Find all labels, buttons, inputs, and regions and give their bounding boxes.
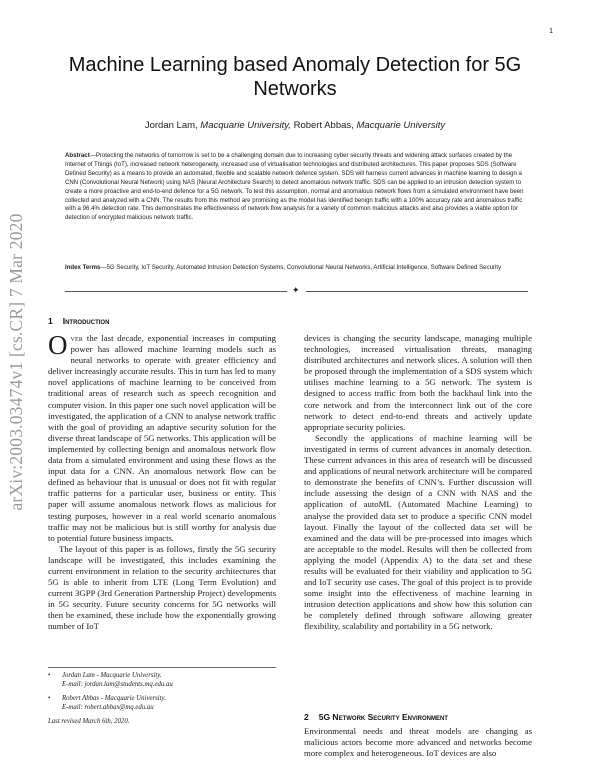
abstract (65, 152, 528, 223)
author-1-name: Jordan Lam, (144, 120, 198, 131)
abstract-text: —Protecting the networks of tomorrow is set to be a challenging domain due to increasing cyber security threats and widening attack surfaces created by the Internet of Things (IoT), increased network heterogeneity, increased use of virtualisation technologies and distributed architectures. This paper proposes SDS (Software Defined Security) as a means to provide an automated, flexible and scalable network defence system. SDS will harness current advances in machine learning to design a CNN (Convolutional Neural Network) using NAS (Neural Architecture Search) to detect anomalous network traffic. SDS can be applied to an intrusion detection system to create a more proactive and end-to-end defence for a 5G network. To test this assumption, normal and anomalous network flows from a simulated environment have been collected and analyzed with a CNN. The results from this method are promising as the model has identified benign traffic with a 100% accuracy rate and anomalous traffic with a 96.4% detection rate. This demonstrates the effectiveness of network flow analysis for a variety of common malicious attacks and also provides a viable option for detection of encrypted malicious network traffic. (65, 152, 524, 222)
footnote-2 (48, 695, 276, 712)
footnote-rule (48, 667, 276, 668)
section-2-paragraph: Environmental needs and threat models are changing as malicious actors become more advanced and networks become more complex and heterogeneous. IoT devices are also (304, 726, 532, 759)
footnote-1 (48, 672, 276, 689)
intro-paragraph-3: devices is changing the security landscape, managing multiple technologies, increased virtualisation threats, managing distributed architectures and network slices. A solution will then be proposed through the implementation of a SDS system which utilises machine learning to a 5G network. The system is designed to access traffic from both the backhaul link into the core network and from the interconnect link out of the core network to detect end-to-end threats and actively update appropriate security policies. (304, 333, 532, 432)
footnote-1-bullet: • (48, 672, 51, 679)
intro-paragraph-1 (48, 330, 276, 544)
section-1-number: 1 (48, 316, 53, 326)
paper-title: Machine Learning based Anomaly Detection for 5G Networks (68, 54, 522, 100)
section-1-heading (48, 316, 109, 326)
author-2-affiliation: Macquarie University (356, 120, 446, 131)
footnote-1-line-1: Jordan Lam - Macquarie University. (62, 672, 162, 679)
footnote-2-bullet: • (48, 695, 51, 703)
author-1-affiliation: Macquarie University, (200, 120, 291, 131)
last-revised: Last revised March 6th, 2020. (48, 718, 130, 726)
page-number: 1 (549, 28, 553, 35)
section-1-title: Introduction (62, 316, 110, 326)
abstract-label: Abstract (65, 152, 90, 159)
divider-right (306, 291, 528, 292)
section-2-title: 5G Network Security Environment (318, 712, 448, 722)
right-column (304, 333, 532, 633)
divider-diamond-icon: ✦ (292, 286, 300, 296)
footnotes (48, 672, 276, 727)
footnote-2-line-1: Robert Abbas - Macquarie University. (62, 695, 166, 703)
index-terms-label: Index Terms (65, 264, 101, 271)
index-terms-text: —5G Security, IoT Security, Automated Intrusion Detection Systems, Convolutional Neural Networks, Artificial Intelligence, Software Defined Security (100, 264, 502, 271)
section-2-number: 2 (304, 712, 309, 722)
intro-paragraph-2: The layout of this paper is as follows, firstly the 5G security landscape will be investigated, this includes examining the current environment in relation to the security architectures that 5G is able to inherit from LTE (Long Term Evolution) and current 3GPP (3rd Generation Partnership Project) developments in 5G security. Future security concerns for 5G networks will then be examined, these include how the exponentially growing number of IoT (48, 543, 276, 632)
drop-cap: O (48, 330, 68, 360)
arxiv-stamp: arXiv:2003.03474v1 [cs.CR] 7 Mar 2020 (6, 213, 26, 511)
footnote-1-email: E-mail: jordan.lam@students.mq.edu.au (62, 680, 173, 688)
section-2-heading (304, 712, 448, 722)
index-terms (65, 264, 528, 273)
intro-paragraph-1-text: the last decade, exponential increases in computing power has allowed machine learning models such as neural networks to operate with greater efficiency and deliver increasingly accurate results. This in turn has led to many novel applications of machine learning to be conceived from traditional areas of research such as speech recognition and computer vision. In this paper one such novel application will be investigated, the application of a CNN to analyse network traffic with the goal of providing an adaptive security solution for the diverse threat landscape of 5G networks. This application will be implemented by collecting benign and anomalous network flow data from a simulated environment and using these flows as the input data for a CNN. An anomalous network flow can be defined as behaviour that is unusual or does not fit with regular traffic patterns for a particular user, business or entity. This paper will assume anomalous network flows as malicious for testing purposes, however in a real world scenario anomalous traffic may not be malicious but is still worthy for analysis due to potential future business impacts. (48, 333, 276, 543)
intro-paragraph-4: Secondly the applications of machine learning will be investigated in terms of current advances in anomaly detection. These current advances in this area of research will be discussed and applications of neural network architecture will be compared to demonstrate the benefits of CNN’s. Further discussion will include assessing the design of a CNN with NAS and the application of autoML (Automated Machine Learning) to analyse the provided data set to produce a specific CNN model layout. Finally the layout of the collected data set will be examined and the data will be pre-processed into images which are acceptable to the model. Results will then be collected from applying the model (Appendix A) to the data set and these results will be evaluated for their viability and application to 5G and IoT security use cases. The goal of this project is to provide some insight into the effectiveness of machine learning in intrusion detection applications and show how this solution can be completely defined through software allowing greater flexibility, scalability and portability in a 5G network. (304, 432, 532, 632)
author-line (60, 120, 530, 131)
left-column (48, 330, 276, 633)
footnote-2-email: E-mail: robert.abbas@mq.edu.au (62, 703, 154, 711)
first-word-rest: ver (70, 333, 84, 343)
author-2-name: Robert Abbas, (293, 120, 354, 131)
divider-left (65, 291, 287, 292)
